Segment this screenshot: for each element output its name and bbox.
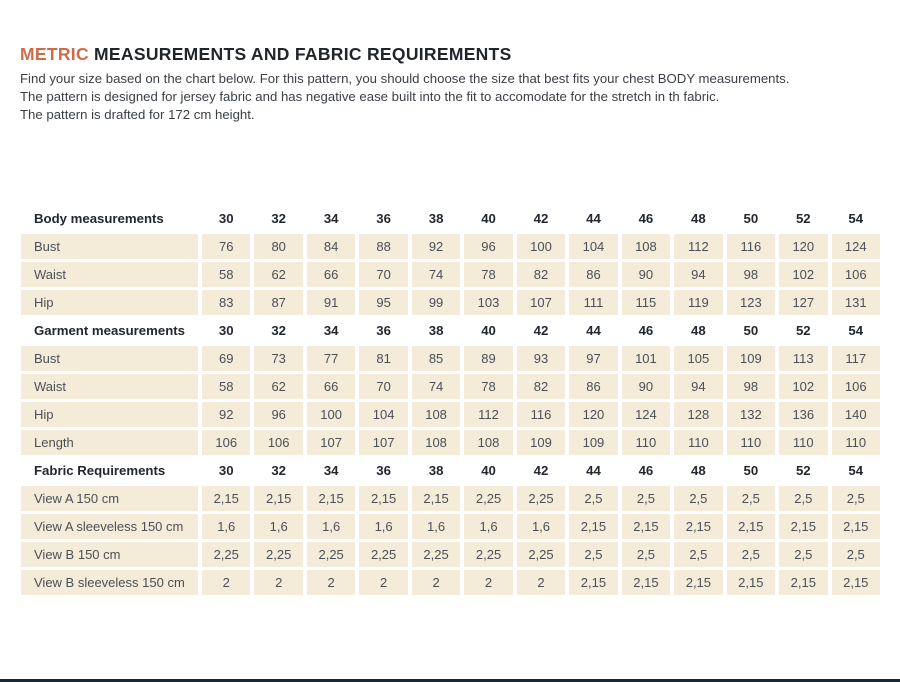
intro-text	[20, 70, 880, 124]
value-cell: 2,5	[674, 542, 722, 567]
size-header-cell: 48	[674, 206, 722, 231]
size-header-cell: 48	[674, 458, 722, 483]
size-header-cell: 50	[727, 458, 775, 483]
value-cell: 69	[202, 346, 250, 371]
value-cell: 2,5	[832, 542, 880, 567]
section-header-label: Body measurements	[21, 206, 198, 231]
value-cell: 123	[727, 290, 775, 315]
size-header-cell: 42	[517, 458, 565, 483]
value-cell: 136	[779, 402, 827, 427]
value-cell: 98	[727, 262, 775, 287]
value-cell: 77	[307, 346, 355, 371]
value-cell: 106	[254, 430, 302, 455]
value-cell: 2,15	[622, 570, 670, 595]
value-cell: 110	[832, 430, 880, 455]
value-cell: 2,15	[674, 570, 722, 595]
size-header-cell: 40	[464, 206, 512, 231]
row-label: View B 150 cm	[21, 542, 198, 567]
section-header-label: Garment measurements	[21, 318, 198, 343]
size-header-cell: 30	[202, 318, 250, 343]
value-cell: 113	[779, 346, 827, 371]
size-header-cell: 42	[517, 206, 565, 231]
value-cell: 2,5	[569, 542, 617, 567]
row-label: View A sleeveless 150 cm	[21, 514, 198, 539]
value-cell: 124	[622, 402, 670, 427]
size-header-cell: 34	[307, 206, 355, 231]
size-header-cell: 40	[464, 318, 512, 343]
value-cell: 111	[569, 290, 617, 315]
value-cell: 2,15	[622, 514, 670, 539]
value-cell: 66	[307, 374, 355, 399]
size-header-cell: 50	[727, 318, 775, 343]
measurement-table	[21, 206, 880, 595]
value-cell: 70	[359, 262, 407, 287]
value-cell: 2,25	[307, 542, 355, 567]
value-cell: 92	[412, 234, 460, 259]
value-cell: 104	[359, 402, 407, 427]
value-cell: 2,15	[779, 514, 827, 539]
value-cell: 105	[674, 346, 722, 371]
value-cell: 2	[307, 570, 355, 595]
size-header-cell: 30	[202, 206, 250, 231]
value-cell: 94	[674, 262, 722, 287]
value-cell: 2,5	[727, 486, 775, 511]
value-cell: 62	[254, 262, 302, 287]
row-label: Bust	[21, 234, 198, 259]
value-cell: 2,15	[359, 486, 407, 511]
size-header-cell: 44	[569, 318, 617, 343]
size-header-cell: 44	[569, 206, 617, 231]
value-cell: 66	[307, 262, 355, 287]
value-cell: 58	[202, 374, 250, 399]
page-title-accent: METRIC	[20, 44, 89, 64]
value-cell: 120	[779, 234, 827, 259]
value-cell: 70	[359, 374, 407, 399]
value-cell: 90	[622, 374, 670, 399]
value-cell: 103	[464, 290, 512, 315]
value-cell: 109	[569, 430, 617, 455]
value-cell: 87	[254, 290, 302, 315]
size-header-cell: 52	[779, 206, 827, 231]
value-cell: 78	[464, 374, 512, 399]
size-header-cell: 52	[779, 318, 827, 343]
value-cell: 84	[307, 234, 355, 259]
value-cell: 2,5	[674, 486, 722, 511]
value-cell: 110	[779, 430, 827, 455]
value-cell: 2,15	[569, 514, 617, 539]
row-label: Bust	[21, 346, 198, 371]
value-cell: 2	[464, 570, 512, 595]
value-cell: 82	[517, 262, 565, 287]
value-cell: 2	[517, 570, 565, 595]
value-cell: 110	[622, 430, 670, 455]
value-cell: 128	[674, 402, 722, 427]
value-cell: 80	[254, 234, 302, 259]
value-cell: 1,6	[307, 514, 355, 539]
value-cell: 2,5	[779, 486, 827, 511]
value-cell: 106	[202, 430, 250, 455]
value-cell: 106	[832, 374, 880, 399]
value-cell: 82	[517, 374, 565, 399]
value-cell: 124	[832, 234, 880, 259]
value-cell: 132	[727, 402, 775, 427]
value-cell: 2,25	[517, 486, 565, 511]
value-cell: 2,15	[202, 486, 250, 511]
size-header-cell: 50	[727, 206, 775, 231]
value-cell: 108	[412, 430, 460, 455]
row-label: View A 150 cm	[21, 486, 198, 511]
size-header-cell: 36	[359, 318, 407, 343]
row-label: Length	[21, 430, 198, 455]
size-header-cell: 42	[517, 318, 565, 343]
row-label: View B sleeveless 150 cm	[21, 570, 198, 595]
value-cell: 2,5	[622, 486, 670, 511]
size-header-cell: 38	[412, 318, 460, 343]
value-cell: 109	[517, 430, 565, 455]
value-cell: 2,25	[517, 542, 565, 567]
value-cell: 119	[674, 290, 722, 315]
value-cell: 85	[412, 346, 460, 371]
value-cell: 1,6	[517, 514, 565, 539]
value-cell: 140	[832, 402, 880, 427]
value-cell: 83	[202, 290, 250, 315]
size-header-cell: 34	[307, 318, 355, 343]
value-cell: 76	[202, 234, 250, 259]
row-label: Hip	[21, 290, 198, 315]
value-cell: 74	[412, 262, 460, 287]
value-cell: 100	[307, 402, 355, 427]
page	[0, 44, 900, 682]
page-title-rest: MEASUREMENTS AND FABRIC REQUIREMENTS	[88, 44, 512, 64]
value-cell: 94	[674, 374, 722, 399]
value-cell: 2,5	[727, 542, 775, 567]
size-header-cell: 30	[202, 458, 250, 483]
value-cell: 95	[359, 290, 407, 315]
value-cell: 2,25	[359, 542, 407, 567]
value-cell: 2,15	[832, 514, 880, 539]
value-cell: 107	[307, 430, 355, 455]
value-cell: 1,6	[464, 514, 512, 539]
row-label: Hip	[21, 402, 198, 427]
value-cell: 2,5	[779, 542, 827, 567]
size-header-cell: 34	[307, 458, 355, 483]
value-cell: 110	[674, 430, 722, 455]
value-cell: 1,6	[202, 514, 250, 539]
value-cell: 120	[569, 402, 617, 427]
value-cell: 2,15	[727, 514, 775, 539]
value-cell: 104	[569, 234, 617, 259]
page-title	[20, 44, 880, 65]
size-header-cell: 36	[359, 206, 407, 231]
size-header-cell: 36	[359, 458, 407, 483]
value-cell: 109	[727, 346, 775, 371]
value-cell: 90	[622, 262, 670, 287]
value-cell: 91	[307, 290, 355, 315]
size-header-cell: 32	[254, 318, 302, 343]
value-cell: 115	[622, 290, 670, 315]
value-cell: 2,15	[779, 570, 827, 595]
value-cell: 2,15	[832, 570, 880, 595]
value-cell: 131	[832, 290, 880, 315]
intro-line-2: The pattern is designed for jersey fabric and has negative ease built into the fit to accomodate for the stretch in th fabric.	[20, 89, 720, 104]
size-header-cell: 38	[412, 206, 460, 231]
value-cell: 93	[517, 346, 565, 371]
size-header-cell: 32	[254, 206, 302, 231]
value-cell: 110	[727, 430, 775, 455]
value-cell: 2,15	[727, 570, 775, 595]
size-header-cell: 48	[674, 318, 722, 343]
value-cell: 127	[779, 290, 827, 315]
value-cell: 2,25	[412, 542, 460, 567]
row-label: Waist	[21, 262, 198, 287]
value-cell: 100	[517, 234, 565, 259]
size-header-cell: 38	[412, 458, 460, 483]
value-cell: 102	[779, 262, 827, 287]
value-cell: 102	[779, 374, 827, 399]
value-cell: 112	[674, 234, 722, 259]
value-cell: 117	[832, 346, 880, 371]
value-cell: 74	[412, 374, 460, 399]
value-cell: 107	[359, 430, 407, 455]
size-header-cell: 54	[832, 458, 880, 483]
row-label: Waist	[21, 374, 198, 399]
value-cell: 106	[832, 262, 880, 287]
value-cell: 2	[202, 570, 250, 595]
value-cell: 2	[254, 570, 302, 595]
value-cell: 2,25	[464, 542, 512, 567]
value-cell: 116	[727, 234, 775, 259]
value-cell: 96	[254, 402, 302, 427]
value-cell: 1,6	[359, 514, 407, 539]
value-cell: 81	[359, 346, 407, 371]
value-cell: 108	[622, 234, 670, 259]
value-cell: 97	[569, 346, 617, 371]
value-cell: 58	[202, 262, 250, 287]
value-cell: 2,15	[254, 486, 302, 511]
size-header-cell: 46	[622, 318, 670, 343]
size-header-cell: 54	[832, 206, 880, 231]
value-cell: 62	[254, 374, 302, 399]
value-cell: 2,15	[412, 486, 460, 511]
value-cell: 2,25	[254, 542, 302, 567]
value-cell: 1,6	[412, 514, 460, 539]
size-header-cell: 46	[622, 458, 670, 483]
value-cell: 101	[622, 346, 670, 371]
value-cell: 116	[517, 402, 565, 427]
value-cell: 98	[727, 374, 775, 399]
value-cell: 2,5	[622, 542, 670, 567]
value-cell: 2,5	[569, 486, 617, 511]
value-cell: 1,6	[254, 514, 302, 539]
value-cell: 108	[412, 402, 460, 427]
value-cell: 78	[464, 262, 512, 287]
value-cell: 2	[359, 570, 407, 595]
value-cell: 89	[464, 346, 512, 371]
value-cell: 92	[202, 402, 250, 427]
size-header-cell: 32	[254, 458, 302, 483]
value-cell: 2,15	[307, 486, 355, 511]
value-cell: 73	[254, 346, 302, 371]
value-cell: 2,15	[569, 570, 617, 595]
value-cell: 2	[412, 570, 460, 595]
value-cell: 107	[517, 290, 565, 315]
value-cell: 86	[569, 374, 617, 399]
intro-line-1: Find your size based on the chart below. For this pattern, you should choose the size that best fits your chest BODY measurements.	[20, 71, 790, 86]
value-cell: 86	[569, 262, 617, 287]
size-header-cell: 40	[464, 458, 512, 483]
value-cell: 2,15	[674, 514, 722, 539]
intro-line-3: The pattern is drafted for 172 cm height.	[20, 107, 255, 122]
section-header-label: Fabric Requirements	[21, 458, 198, 483]
value-cell: 2,25	[202, 542, 250, 567]
value-cell: 2,5	[832, 486, 880, 511]
size-header-cell: 46	[622, 206, 670, 231]
value-cell: 2,25	[464, 486, 512, 511]
value-cell: 99	[412, 290, 460, 315]
size-header-cell: 44	[569, 458, 617, 483]
size-header-cell: 54	[832, 318, 880, 343]
size-header-cell: 52	[779, 458, 827, 483]
value-cell: 96	[464, 234, 512, 259]
value-cell: 88	[359, 234, 407, 259]
value-cell: 108	[464, 430, 512, 455]
value-cell: 112	[464, 402, 512, 427]
